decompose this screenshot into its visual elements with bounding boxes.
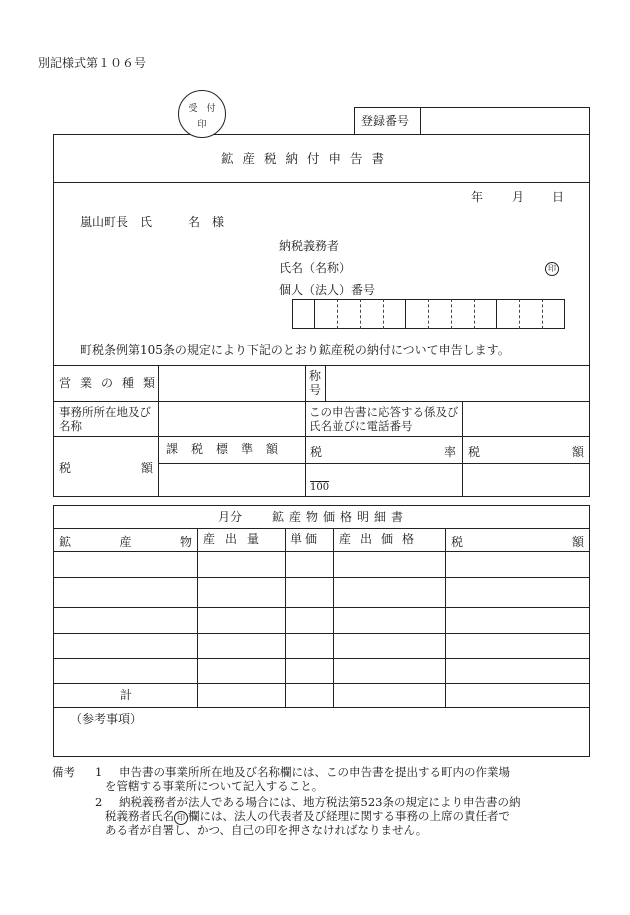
rate-denominator: 100 <box>310 482 330 493</box>
remark-seal-mark: 印 <box>174 811 188 825</box>
business-type-label: 営業の種類 <box>59 376 165 390</box>
form-title: 鉱産税納付申告書 <box>221 151 394 166</box>
tax-base-label: 課税標準額 <box>166 442 292 456</box>
header-output: 産出量 <box>203 532 270 546</box>
form-id: 別記様式第１０６号 <box>38 56 147 70</box>
registration-label: 登録番号 <box>361 114 410 128</box>
office-label: 事務所所在地及び名称 <box>59 405 151 433</box>
date-year: 年 <box>471 190 484 204</box>
reference-notes-label: （参考事項） <box>70 712 143 726</box>
taxpayer-heading: 納税義務者 <box>279 239 340 253</box>
taxpayer-id-label: 個人（法人）番号 <box>279 283 376 297</box>
header-unit-price: 単価 <box>290 532 321 546</box>
detail-title: 鉱産物価格明細書 <box>272 510 409 524</box>
header-mineral: 鉱 産 物 <box>59 535 192 549</box>
tax-rate-label: 税 率 <box>310 445 456 459</box>
detail-month-prefix: 月分 <box>218 510 243 524</box>
taxpayer-name-label: 氏名（名称） <box>279 261 352 275</box>
tax-amount-label: 税 額 <box>59 461 153 475</box>
seal-mark: 印 <box>545 262 559 276</box>
remark-1: 申告書の事業所所在地及び名称欄には、この申告書を提出する町内の作業場 <box>119 765 510 779</box>
header-output-price: 産出価格 <box>339 532 424 546</box>
declaration-text: 町税条例第105条の規定により下記のとおり鉱産税の納付について申告します。 <box>80 343 510 357</box>
addressee: 嵐山町長 氏 名 様 <box>80 215 225 229</box>
header-tax: 税 額 <box>451 535 584 549</box>
remarks-label: 備考 <box>52 765 75 779</box>
contact-label: この申告書に応答する係及び氏名並びに電話番号 <box>309 405 459 433</box>
reception-stamp: 受 付 印 <box>178 90 226 138</box>
tax-label: 税 額 <box>468 445 584 459</box>
date-day: 日 <box>552 190 565 204</box>
remark-2: 納税義務者が法人である場合には、地方税法第523条の規定により申告書の納 <box>119 795 521 809</box>
date-month: 月 <box>512 190 525 204</box>
trade-name-label: 称号 <box>309 369 322 397</box>
total-label: 計 <box>120 688 133 702</box>
